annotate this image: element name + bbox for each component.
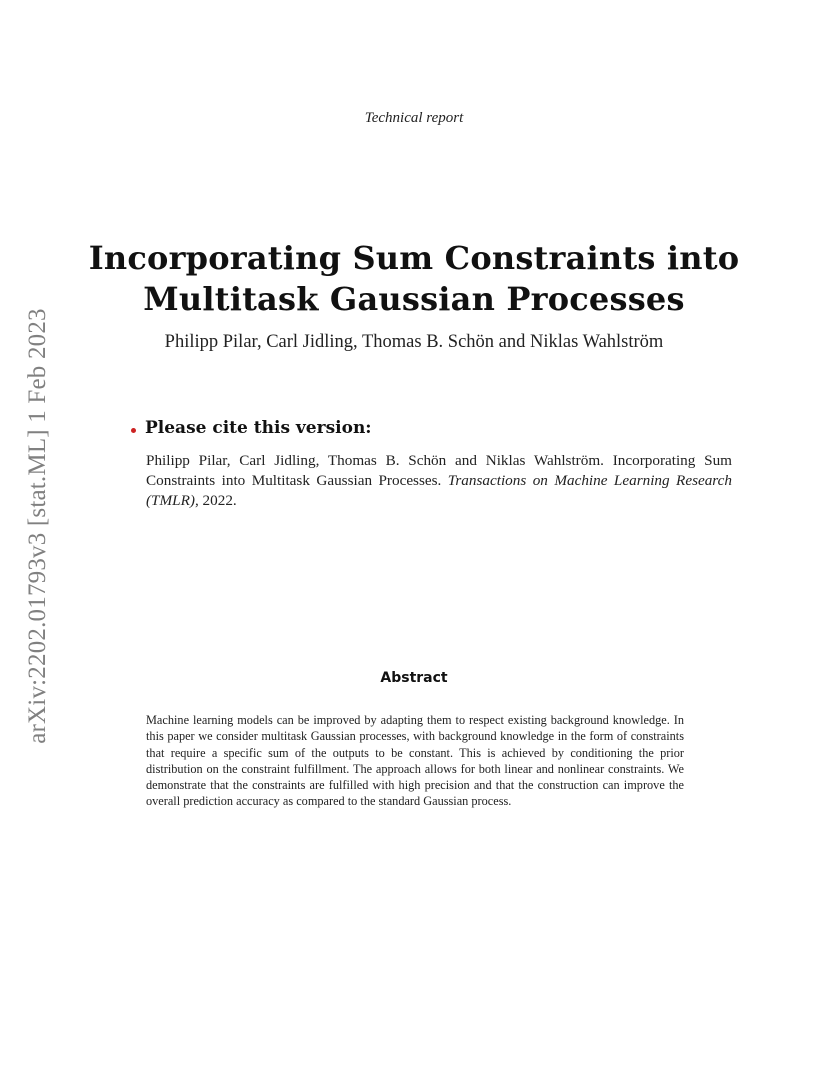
title-line-1: Incorporating Sum Constraints into xyxy=(88,239,740,277)
bullet-icon xyxy=(131,428,136,433)
arxiv-side-stamp: arXiv:2202.01793v3 [stat.ML] 1 Feb 2023 xyxy=(24,308,51,744)
abstract-heading: Abstract xyxy=(380,670,448,686)
citation-heading xyxy=(128,418,748,438)
citation-block xyxy=(128,418,748,511)
citation-authors-title: Philipp Pilar, Carl Jidling, Thomas B. Schön and Niklas Wahlström. Incorporating Sum Constraints into Multitask Gaussian Processes. xyxy=(146,452,732,489)
title-line-2: Multitask Gaussian Processes xyxy=(143,280,685,318)
citation-venue: Transactions on Machine Learning Research (TMLR) xyxy=(146,472,732,509)
running-header: Technical report xyxy=(364,110,464,126)
citation-heading-text: Please cite this version: xyxy=(145,418,372,438)
abstract-text: Machine learning models can be improved by adapting them to respect existing background knowledge. In this paper we consider multitask Gaussian processes, with background knowledge in the form of constraints that require a specific sum of the outputs to be constant. This is achieved by conditioning the prior distribution on the constraint fulfillment. The approach allows for both linear and nonlinear constraints. We demonstrate that the constraints are fulfilled with high precision and that the construction can improve the overall prediction accuracy as compared to the standard Gaussian process. xyxy=(146,713,684,809)
author-list: Philipp Pilar, Carl Jidling, Thomas B. Schön and Niklas Wahlström xyxy=(164,332,664,352)
citation-text xyxy=(146,451,732,511)
citation-year: , 2022. xyxy=(194,492,237,509)
paper-title xyxy=(0,238,828,320)
